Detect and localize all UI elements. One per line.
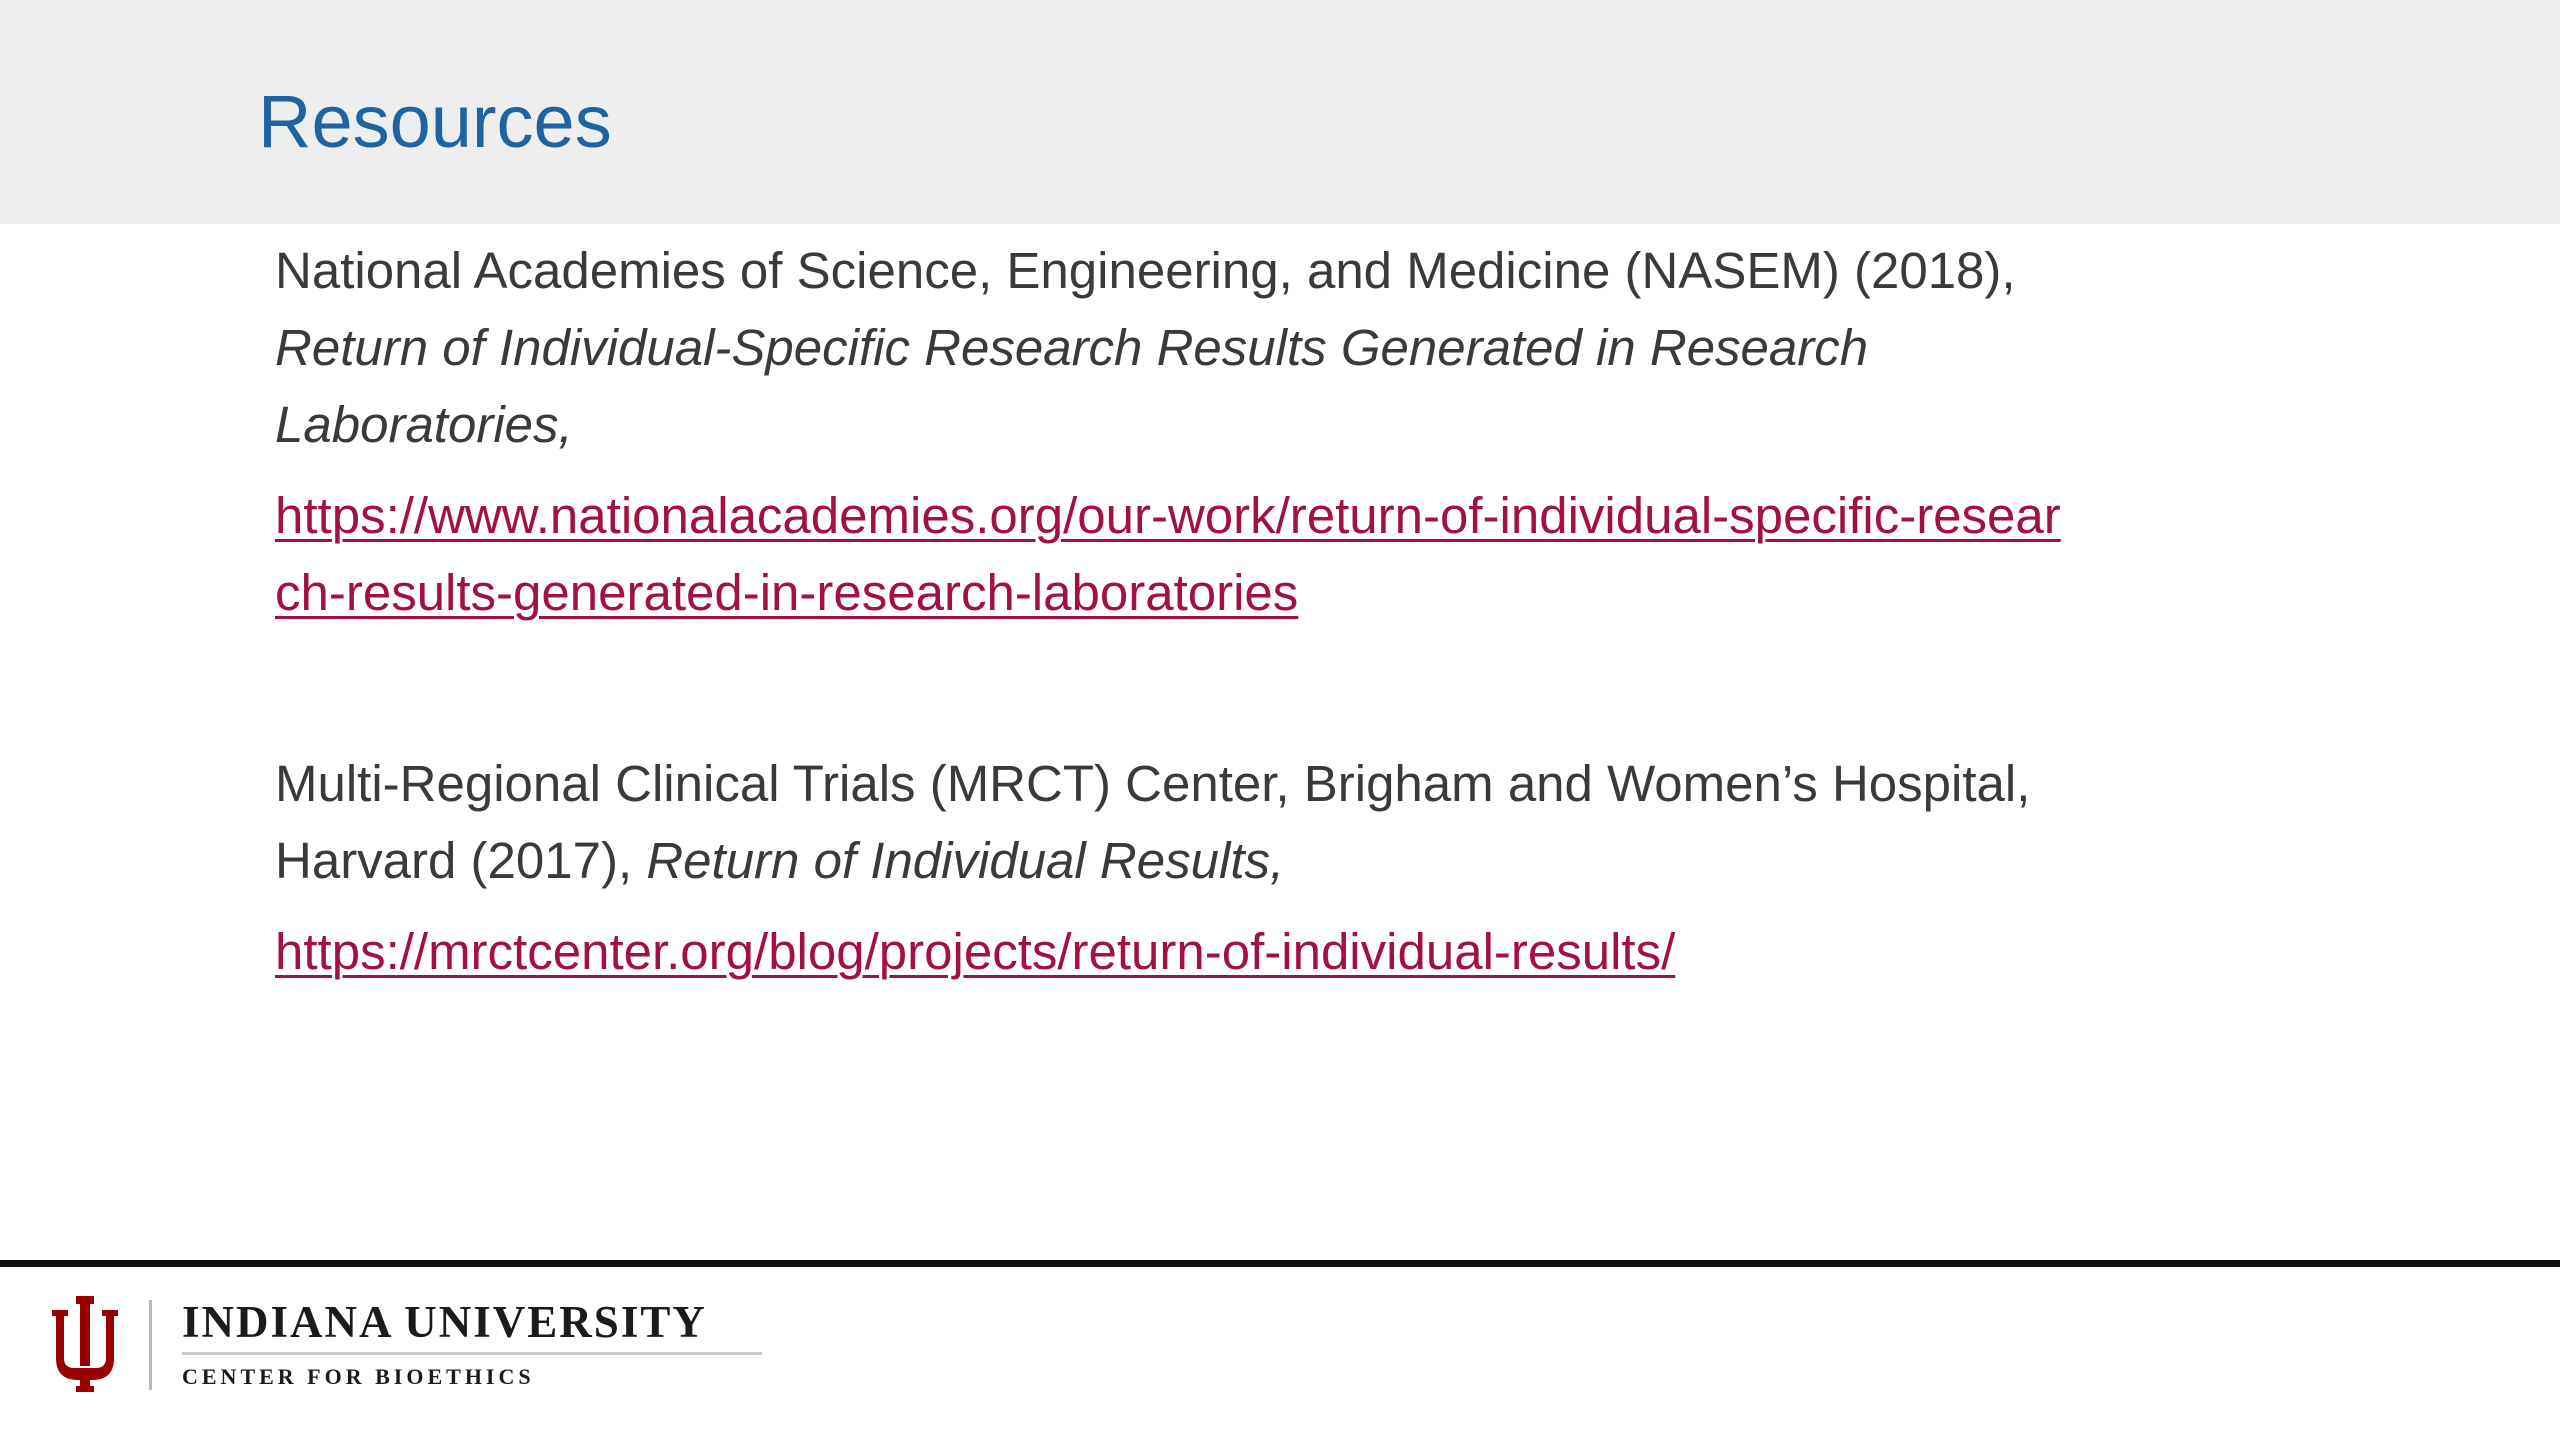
- university-rule: [182, 1352, 762, 1355]
- reference-citation: [275, 232, 2125, 463]
- citation-title: Return of Individual-Specific Research Results Generated in Research Laboratories: [275, 319, 1869, 453]
- citation-authors: Multi-Regional Clinical Trials (MRCT) Center, Brigham and Women’s Hospital, Harvard (2017),: [275, 755, 2031, 889]
- footer-divider: [0, 1260, 2560, 1267]
- logo-separator: [149, 1300, 152, 1390]
- reference-nasem: [275, 232, 2125, 631]
- reference-citation: [275, 745, 2125, 899]
- footer-logo: [44, 1292, 744, 1402]
- citation-tail: ,: [558, 396, 573, 453]
- reference-link[interactable]: https://mrctcenter.org/blog/projects/return-of-individual-results/: [275, 923, 1676, 980]
- university-name: INDIANA UNIVERSITY: [182, 1297, 707, 1347]
- citation-authors: National Academies of Science, Engineering, and Medicine (NASEM) (2018),: [275, 242, 2016, 299]
- reference-mrct: [275, 745, 2125, 990]
- trident-icon: [44, 1296, 126, 1392]
- reference-link[interactable]: https://www.nationalacademies.org/our-work/return-of-individual-specific-research-results-generated-in-research-laboratories: [275, 487, 2061, 621]
- citation-tail: ,: [1269, 832, 1285, 889]
- citation-title: Return of Individual Results: [646, 832, 1270, 889]
- center-name: CENTER FOR BIOETHICS: [182, 1364, 535, 1389]
- slide-title: Resources: [258, 80, 612, 163]
- references-list: [275, 232, 2125, 990]
